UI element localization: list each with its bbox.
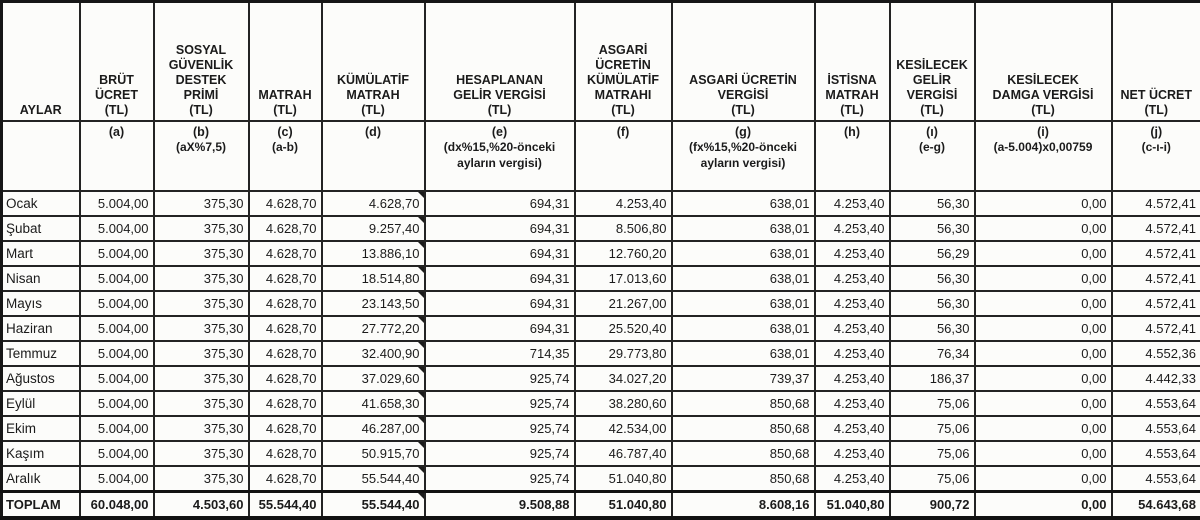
- header-title-line: DAMGA VERGİSİ: [977, 88, 1110, 103]
- value-cell-b: 375,30: [154, 241, 249, 266]
- value-cell-a: 5.004,00: [80, 466, 154, 492]
- value-cell-c: 4.628,70: [249, 341, 322, 366]
- value-cell-j: 4.572,41: [1112, 316, 1200, 341]
- column-formula-line: (dx%15,%20-önceki: [426, 140, 574, 156]
- value-cell-i: 0,00: [975, 492, 1112, 519]
- value-cell-e: 925,74: [425, 391, 575, 416]
- value-cell-g: 850,68: [672, 466, 815, 492]
- header-title-line: GÜVENLİK: [156, 58, 247, 73]
- value-cell-f: 8.506,80: [575, 216, 672, 241]
- header-title-line: (TL): [577, 103, 670, 118]
- header-title-line: ASGARİ: [577, 43, 670, 58]
- header-cell-i: [975, 2, 1112, 122]
- header-title-line: (TL): [251, 103, 320, 118]
- header-title-line: (TL): [892, 103, 973, 118]
- formula-cell-a: [80, 121, 154, 191]
- header-cell-d: [322, 2, 425, 122]
- value-cell-j: 4.572,41: [1112, 191, 1200, 216]
- value-cell-j: 4.572,41: [1112, 241, 1200, 266]
- month-cell: Mayıs: [2, 291, 80, 316]
- value-cell-i1: 56,30: [890, 266, 975, 291]
- header-cell-c: [249, 2, 322, 122]
- value-cell-g: 638,01: [672, 241, 815, 266]
- formula-cell-g: [672, 121, 815, 191]
- header-title-line: PRİMİ: [156, 88, 247, 103]
- value-cell-b: 375,30: [154, 366, 249, 391]
- value-cell-i: 0,00: [975, 316, 1112, 341]
- value-cell-j: 4.553,64: [1112, 416, 1200, 441]
- column-letter: (a): [81, 124, 153, 140]
- column-formula-line: (a-5.004)x0,00759: [976, 140, 1111, 156]
- column-formula-line: (e-g): [891, 140, 974, 156]
- value-cell-i1: 56,29: [890, 241, 975, 266]
- value-cell-e: 925,74: [425, 441, 575, 466]
- month-cell: Ekim: [2, 416, 80, 441]
- value-cell-c: 4.628,70: [249, 391, 322, 416]
- header-title-line: ASGARİ ÜCRETİN: [674, 73, 813, 88]
- value-cell-i1: 75,06: [890, 416, 975, 441]
- value-cell-f: 25.520,40: [575, 316, 672, 341]
- value-cell-h: 4.253,40: [815, 241, 890, 266]
- value-cell-a: 5.004,00: [80, 391, 154, 416]
- formula-cell-j: [1112, 121, 1200, 191]
- value-cell-d: 13.886,10: [322, 241, 425, 266]
- header-cell-g: [672, 2, 815, 122]
- value-cell-f: 4.253,40: [575, 191, 672, 216]
- column-letter: (e): [426, 124, 574, 140]
- formula-cell-i: [975, 121, 1112, 191]
- header-title-line: (TL): [156, 103, 247, 118]
- value-cell-b: 375,30: [154, 216, 249, 241]
- header-title-line: ÜCRETİN: [577, 58, 670, 73]
- header-title-line: (TL): [1114, 103, 1200, 118]
- value-cell-j: 4.442,33: [1112, 366, 1200, 391]
- value-cell-f: 17.013,60: [575, 266, 672, 291]
- value-cell-b: 375,30: [154, 341, 249, 366]
- header-cell-e: [425, 2, 575, 122]
- value-cell-d: 55.544,40: [322, 466, 425, 492]
- value-cell-b: 375,30: [154, 466, 249, 492]
- value-cell-d: 4.628,70: [322, 191, 425, 216]
- value-cell-e: 694,31: [425, 216, 575, 241]
- month-cell: Şubat: [2, 216, 80, 241]
- header-title-line: ÜCRET: [82, 88, 152, 103]
- header-cell-j: [1112, 2, 1200, 122]
- value-cell-b: 375,30: [154, 266, 249, 291]
- header-title-line: VERGİSİ: [892, 88, 973, 103]
- value-cell-i1: 76,34: [890, 341, 975, 366]
- value-cell-i: 0,00: [975, 416, 1112, 441]
- column-letter: (j): [1113, 124, 1200, 140]
- value-cell-d: 37.029,60: [322, 366, 425, 391]
- column-letter: (ı): [891, 124, 974, 140]
- header-title-line: (TL): [427, 103, 573, 118]
- value-cell-h: 4.253,40: [815, 466, 890, 492]
- value-cell-i1: 186,37: [890, 366, 975, 391]
- value-cell-f: 29.773,80: [575, 341, 672, 366]
- column-letter: (d): [323, 124, 424, 140]
- table-row: [2, 216, 1200, 241]
- value-cell-b: 375,30: [154, 441, 249, 466]
- value-cell-a: 5.004,00: [80, 416, 154, 441]
- value-cell-h: 4.253,40: [815, 391, 890, 416]
- column-formula-line: (fx%15,%20-önceki: [673, 140, 814, 156]
- value-cell-g: 739,37: [672, 366, 815, 391]
- value-cell-d: 41.658,30: [322, 391, 425, 416]
- value-cell-a: 5.004,00: [80, 266, 154, 291]
- header-title-line: MATRAH: [817, 88, 888, 103]
- value-cell-c: 4.628,70: [249, 316, 322, 341]
- value-cell-j: 4.553,64: [1112, 466, 1200, 492]
- month-cell: TOPLAM: [2, 492, 80, 519]
- column-formula-line: (a-b): [250, 140, 321, 156]
- table-header: [2, 2, 1200, 192]
- column-formula-line: (c-ı-i): [1113, 140, 1200, 156]
- value-cell-f: 12.760,20: [575, 241, 672, 266]
- value-cell-e: 925,74: [425, 416, 575, 441]
- value-cell-i1: 56,30: [890, 191, 975, 216]
- value-cell-d: 23.143,50: [322, 291, 425, 316]
- value-cell-e: 694,31: [425, 191, 575, 216]
- value-cell-j: 4.572,41: [1112, 266, 1200, 291]
- value-cell-d: 18.514,80: [322, 266, 425, 291]
- header-title-line: KESİLECEK: [892, 58, 973, 73]
- header-title-row: [2, 2, 1200, 122]
- formula-cell-c: [249, 121, 322, 191]
- value-cell-d: 27.772,20: [322, 316, 425, 341]
- value-cell-i: 0,00: [975, 466, 1112, 492]
- value-cell-d: 50.915,70: [322, 441, 425, 466]
- value-cell-i1: 56,30: [890, 216, 975, 241]
- header-title-line: VERGİSİ: [674, 88, 813, 103]
- value-cell-c: 4.628,70: [249, 291, 322, 316]
- value-cell-b: 375,30: [154, 416, 249, 441]
- value-cell-g: 638,01: [672, 216, 815, 241]
- value-cell-g: 638,01: [672, 266, 815, 291]
- value-cell-b: 375,30: [154, 191, 249, 216]
- value-cell-a: 5.004,00: [80, 291, 154, 316]
- month-cell: Eylül: [2, 391, 80, 416]
- value-cell-g: 8.608,16: [672, 492, 815, 519]
- value-cell-j: 4.553,64: [1112, 441, 1200, 466]
- header-title-line: KÜMÜLATİF: [577, 73, 670, 88]
- value-cell-i: 0,00: [975, 216, 1112, 241]
- value-cell-c: 4.628,70: [249, 216, 322, 241]
- value-cell-i1: 900,72: [890, 492, 975, 519]
- header-title-line: MATRAHI: [577, 88, 670, 103]
- value-cell-e: 694,31: [425, 266, 575, 291]
- formula-cell-f: [575, 121, 672, 191]
- value-cell-c: 4.628,70: [249, 241, 322, 266]
- header-cell-f: [575, 2, 672, 122]
- header-title-line: NET ÜCRET: [1114, 88, 1200, 103]
- value-cell-h: 4.253,40: [815, 316, 890, 341]
- value-cell-g: 850,68: [672, 441, 815, 466]
- value-cell-a: 5.004,00: [80, 441, 154, 466]
- header-title-line: GELİR: [892, 73, 973, 88]
- value-cell-b: 375,30: [154, 291, 249, 316]
- value-cell-i: 0,00: [975, 366, 1112, 391]
- value-cell-f: 38.280,60: [575, 391, 672, 416]
- value-cell-f: 51.040,80: [575, 492, 672, 519]
- value-cell-d: 55.544,40: [322, 492, 425, 519]
- value-cell-i1: 56,30: [890, 316, 975, 341]
- value-cell-i: 0,00: [975, 341, 1112, 366]
- value-cell-i1: 56,30: [890, 291, 975, 316]
- header-title-line: BRÜT: [82, 73, 152, 88]
- value-cell-j: 4.572,41: [1112, 216, 1200, 241]
- value-cell-f: 34.027,20: [575, 366, 672, 391]
- value-cell-a: 5.004,00: [80, 316, 154, 341]
- header-cell-aylar: [2, 2, 80, 122]
- toplam-row: [2, 492, 1200, 519]
- month-cell: Temmuz: [2, 341, 80, 366]
- formula-cell-d: [322, 121, 425, 191]
- value-cell-c: 4.628,70: [249, 466, 322, 492]
- value-cell-c: 55.544,40: [249, 492, 322, 519]
- value-cell-e: 694,31: [425, 291, 575, 316]
- value-cell-d: 46.287,00: [322, 416, 425, 441]
- value-cell-d: 32.400,90: [322, 341, 425, 366]
- value-cell-g: 638,01: [672, 291, 815, 316]
- column-formula-line: (aX%7,5): [155, 140, 248, 156]
- column-formula-line: ayların vergisi): [673, 156, 814, 172]
- value-cell-h: 4.253,40: [815, 266, 890, 291]
- header-title-line: KESİLECEK: [977, 73, 1110, 88]
- value-cell-i1: 75,06: [890, 391, 975, 416]
- header-title-line: (TL): [977, 103, 1110, 118]
- header-title-line: GELİR VERGİSİ: [427, 88, 573, 103]
- value-cell-e: 925,74: [425, 466, 575, 492]
- formula-cell-aylar: [2, 121, 80, 191]
- header-cell-i1: [890, 2, 975, 122]
- table-row: [2, 191, 1200, 216]
- table-row: [2, 416, 1200, 441]
- formula-cell-e: [425, 121, 575, 191]
- value-cell-f: 51.040,80: [575, 466, 672, 492]
- value-cell-c: 4.628,70: [249, 266, 322, 291]
- value-cell-e: 714,35: [425, 341, 575, 366]
- header-title-line: KÜMÜLATİF: [324, 73, 423, 88]
- formula-cell-i1: [890, 121, 975, 191]
- header-cell-a: [80, 2, 154, 122]
- value-cell-i: 0,00: [975, 391, 1112, 416]
- value-cell-g: 638,01: [672, 341, 815, 366]
- header-title-line: (TL): [817, 103, 888, 118]
- table-row: [2, 466, 1200, 492]
- value-cell-h: 4.253,40: [815, 366, 890, 391]
- header-cell-h: [815, 2, 890, 122]
- column-letter: (c): [250, 124, 321, 140]
- value-cell-h: 51.040,80: [815, 492, 890, 519]
- value-cell-i: 0,00: [975, 266, 1112, 291]
- value-cell-i: 0,00: [975, 241, 1112, 266]
- table-row: [2, 316, 1200, 341]
- table-row: [2, 391, 1200, 416]
- value-cell-h: 4.253,40: [815, 291, 890, 316]
- value-cell-i: 0,00: [975, 191, 1112, 216]
- month-cell: Ağustos: [2, 366, 80, 391]
- month-cell: Kaşım: [2, 441, 80, 466]
- value-cell-b: 4.503,60: [154, 492, 249, 519]
- value-cell-c: 4.628,70: [249, 441, 322, 466]
- value-cell-h: 4.253,40: [815, 191, 890, 216]
- header-title-line: İSTİSNA: [817, 73, 888, 88]
- value-cell-h: 4.253,40: [815, 441, 890, 466]
- value-cell-c: 4.628,70: [249, 191, 322, 216]
- value-cell-i1: 75,06: [890, 466, 975, 492]
- value-cell-h: 4.253,40: [815, 341, 890, 366]
- value-cell-f: 21.267,00: [575, 291, 672, 316]
- column-letter: (i): [976, 124, 1111, 140]
- table-body: [2, 191, 1200, 518]
- value-cell-h: 4.253,40: [815, 216, 890, 241]
- header-title-line: (TL): [324, 103, 423, 118]
- value-cell-b: 375,30: [154, 316, 249, 341]
- header-title-line: SOSYAL: [156, 43, 247, 58]
- value-cell-j: 4.572,41: [1112, 291, 1200, 316]
- header-title-line: HESAPLANAN: [427, 73, 573, 88]
- value-cell-a: 5.004,00: [80, 241, 154, 266]
- month-cell: Haziran: [2, 316, 80, 341]
- column-letter: (f): [576, 124, 671, 140]
- header-title-line: MATRAH: [251, 88, 320, 103]
- value-cell-i: 0,00: [975, 291, 1112, 316]
- formula-cell-b: [154, 121, 249, 191]
- value-cell-f: 42.534,00: [575, 416, 672, 441]
- value-cell-j: 4.553,64: [1112, 391, 1200, 416]
- table-row: [2, 291, 1200, 316]
- header-title-line: (TL): [82, 103, 152, 118]
- column-letter: (b): [155, 124, 248, 140]
- value-cell-g: 638,01: [672, 191, 815, 216]
- value-cell-a: 5.004,00: [80, 191, 154, 216]
- value-cell-i: 0,00: [975, 441, 1112, 466]
- header-title-line: MATRAH: [324, 88, 423, 103]
- value-cell-f: 46.787,40: [575, 441, 672, 466]
- column-letter: (g): [673, 124, 814, 140]
- month-cell: Mart: [2, 241, 80, 266]
- formula-cell-h: [815, 121, 890, 191]
- value-cell-j: 4.552,36: [1112, 341, 1200, 366]
- value-cell-a: 5.004,00: [80, 366, 154, 391]
- month-cell: Nisan: [2, 266, 80, 291]
- header-title-line: AYLAR: [4, 103, 78, 118]
- header-title-line: DESTEK: [156, 73, 247, 88]
- column-letter: (h): [816, 124, 889, 140]
- value-cell-c: 4.628,70: [249, 366, 322, 391]
- header-formula-row: [2, 121, 1200, 191]
- month-cell: Ocak: [2, 191, 80, 216]
- value-cell-g: 638,01: [672, 316, 815, 341]
- value-cell-a: 5.004,00: [80, 216, 154, 241]
- value-cell-e: 925,74: [425, 366, 575, 391]
- value-cell-e: 694,31: [425, 241, 575, 266]
- value-cell-i1: 75,06: [890, 441, 975, 466]
- value-cell-a: 60.048,00: [80, 492, 154, 519]
- value-cell-j: 54.643,68: [1112, 492, 1200, 519]
- column-formula-line: ayların vergisi): [426, 156, 574, 172]
- value-cell-h: 4.253,40: [815, 416, 890, 441]
- table-row: [2, 366, 1200, 391]
- table-row: [2, 341, 1200, 366]
- value-cell-d: 9.257,40: [322, 216, 425, 241]
- table-row: [2, 266, 1200, 291]
- value-cell-b: 375,30: [154, 391, 249, 416]
- header-cell-b: [154, 2, 249, 122]
- table-row: [2, 241, 1200, 266]
- value-cell-e: 9.508,88: [425, 492, 575, 519]
- header-title-line: (TL): [674, 103, 813, 118]
- value-cell-g: 850,68: [672, 391, 815, 416]
- month-cell: Aralık: [2, 466, 80, 492]
- value-cell-c: 4.628,70: [249, 416, 322, 441]
- table-row: [2, 441, 1200, 466]
- value-cell-e: 694,31: [425, 316, 575, 341]
- value-cell-a: 5.004,00: [80, 341, 154, 366]
- value-cell-g: 850,68: [672, 416, 815, 441]
